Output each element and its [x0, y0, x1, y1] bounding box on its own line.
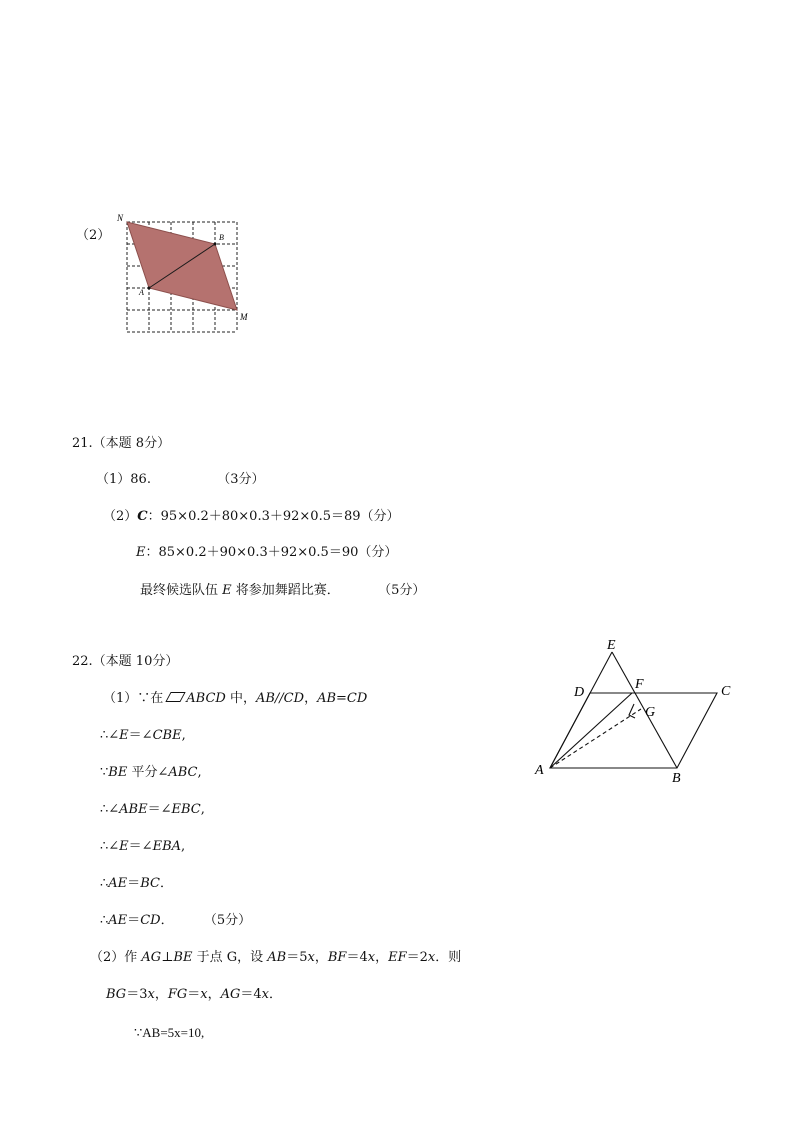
q22-s6-e: ． — [159, 876, 173, 891]
q22-step6 — [100, 876, 173, 892]
q22-s1-e: ， — [304, 691, 318, 706]
line-ag-dashed — [550, 709, 641, 768]
q22-s8-p: x — [427, 950, 436, 965]
q22-s2-b: E — [119, 728, 129, 743]
q21-part1-score: （3分） — [217, 472, 265, 487]
point-a-label: A — [139, 288, 144, 297]
q22-s5-c: ＝∠ — [128, 839, 153, 854]
q22-s8-l: x — [367, 950, 376, 965]
q21-part2-line-c — [103, 509, 400, 525]
q22-header: 22.（本题 10分） — [72, 654, 179, 669]
q21-conclusion-score: （5分） — [378, 583, 426, 598]
point-d-label: D — [574, 685, 585, 700]
q21-part1-text: （1）86. — [96, 472, 151, 487]
q22-s9-d: ， — [154, 987, 168, 1002]
q22-s9-k: x — [261, 987, 270, 1002]
q22-s2-d: CBE — [152, 728, 182, 743]
point-b-label: B — [672, 771, 681, 785]
parallelogram-figure — [525, 635, 745, 785]
q22-s2-a: ∴∠ — [100, 728, 120, 743]
q21-var-c: C — [137, 509, 148, 524]
q22-step5 — [100, 839, 185, 855]
q22-s6-d: BC — [140, 876, 160, 891]
q22-s1-a: （1）∵在 — [103, 691, 164, 706]
rhombus-grid-figure — [110, 208, 260, 338]
q21-conclusion-var: E — [222, 583, 232, 598]
q22-step10: ∵AB=5x=10, — [134, 1025, 205, 1040]
point-g-label: G — [645, 705, 656, 720]
q22-s3-a: ∵ — [100, 765, 109, 780]
q22-s6-c: ＝ — [127, 876, 141, 891]
q22-s9-h: ， — [207, 987, 221, 1002]
q21-part1 — [96, 472, 265, 488]
q22-s1-b: ABCD — [186, 691, 226, 706]
q22-s8-a: （2）作 — [90, 950, 142, 965]
right-angle-mark — [629, 704, 635, 718]
q22-s4-a: ∴∠ — [100, 802, 120, 817]
q22-s5-e: , — [181, 839, 186, 854]
q21-part2-prefix: （2） — [103, 509, 138, 524]
q22-s8-e: 于点 G，设 — [192, 950, 268, 965]
q22-s9-i: AG — [220, 987, 241, 1002]
point-a-label: A — [535, 763, 544, 778]
q21-expr-e: ：85×0.2＋90×0.3＋92×0.5＝90（分） — [145, 545, 398, 560]
q22-s7-d: CD — [140, 913, 161, 928]
q22-s3-e: , — [197, 765, 202, 780]
q22-s2-e: , — [181, 728, 186, 743]
q22-s5-b: E — [119, 839, 129, 854]
q21-expr-c: ：95×0.2＋80×0.3＋92×0.5＝89（分） — [147, 509, 400, 524]
q22-step7 — [100, 913, 251, 929]
point-b-label: B — [219, 233, 224, 242]
q22-step1 — [103, 691, 367, 707]
q22-s3-c: 平分∠ — [127, 765, 169, 780]
q22-s9-j: ＝4 — [240, 987, 262, 1002]
q22-s6-a: ∴ — [100, 876, 109, 891]
q22-step8 — [90, 950, 461, 966]
q22-s7-c: ＝ — [127, 913, 141, 928]
q22-s7-a: ∴ — [100, 913, 109, 928]
q22-step3 — [100, 765, 202, 781]
q22-s4-b: ABE — [119, 802, 148, 817]
q22-s8-c: ⊥ — [161, 950, 174, 965]
q22-s8-j: BF — [327, 950, 347, 965]
part-2-label: （2） — [76, 228, 111, 243]
point-c-label: C — [721, 684, 731, 699]
q22-s9-a: BG — [106, 987, 127, 1002]
q22-step9 — [106, 987, 282, 1003]
q22-s9-b: ＝3 — [126, 987, 148, 1002]
line-af — [550, 693, 632, 768]
q22-s8-m: ， — [375, 950, 389, 965]
q22-s9-g: x — [200, 987, 208, 1002]
q22-s1-c: 中， — [225, 691, 256, 706]
q22-s8-h: x — [307, 950, 315, 965]
q22-s9-l: ． — [269, 987, 283, 1002]
q21-conclusion-b: 将参加舞蹈比赛． — [231, 583, 340, 598]
q21-header: 21.（本题 8分） — [72, 436, 171, 451]
q22-s8-o: ＝2 — [406, 950, 428, 965]
q22-s8-k: ＝4 — [346, 950, 368, 965]
q22-s9-e: FG — [167, 987, 188, 1002]
q22-s5-d: EBA — [152, 839, 182, 854]
q22-s8-f: AB — [267, 950, 287, 965]
q22-s8-n: EF — [388, 950, 407, 965]
q22-s7-e: ． — [160, 913, 174, 928]
q22-s4-e: , — [200, 802, 205, 817]
q22-s8-d: BE — [173, 950, 193, 965]
q22-step4 — [100, 802, 205, 818]
q21-conclusion — [140, 583, 425, 599]
q22-s9-f: ＝ — [187, 987, 201, 1002]
parallelogram-icon — [166, 692, 186, 702]
q21-conclusion-a: 最终候选队伍 — [140, 583, 223, 598]
point-n-label: N — [117, 213, 124, 223]
q22-s6-b: AE — [108, 876, 128, 891]
point-m-label: M — [240, 312, 248, 322]
q22-s7-b: AE — [108, 913, 128, 928]
q21-var-e: E — [136, 545, 146, 560]
line-ae — [550, 652, 612, 768]
q22-s8-g: ＝5 — [286, 950, 308, 965]
q22-step7-score: （5分） — [203, 913, 252, 928]
q21-part2-line-e — [136, 545, 397, 561]
q22-s5-a: ∴∠ — [100, 839, 120, 854]
q22-s3-b: BE — [108, 765, 128, 780]
q22-s8-b: AG — [141, 950, 162, 965]
point-e-label: E — [607, 638, 616, 653]
q22-s4-d: EBC — [171, 802, 201, 817]
q22-s9-c: x — [147, 987, 155, 1002]
q22-s8-q: ．则 — [435, 950, 462, 965]
q22-s1-f: AB=CD — [317, 691, 368, 706]
q22-s2-c: ＝∠ — [128, 728, 153, 743]
q22-s3-d: ABC — [168, 765, 198, 780]
point-f-label: F — [635, 677, 644, 692]
q22-step2 — [100, 728, 186, 744]
q22-s1-d: AB//CD — [255, 691, 305, 706]
q22-s8-i: ， — [314, 950, 328, 965]
q22-s4-c: ＝∠ — [147, 802, 172, 817]
